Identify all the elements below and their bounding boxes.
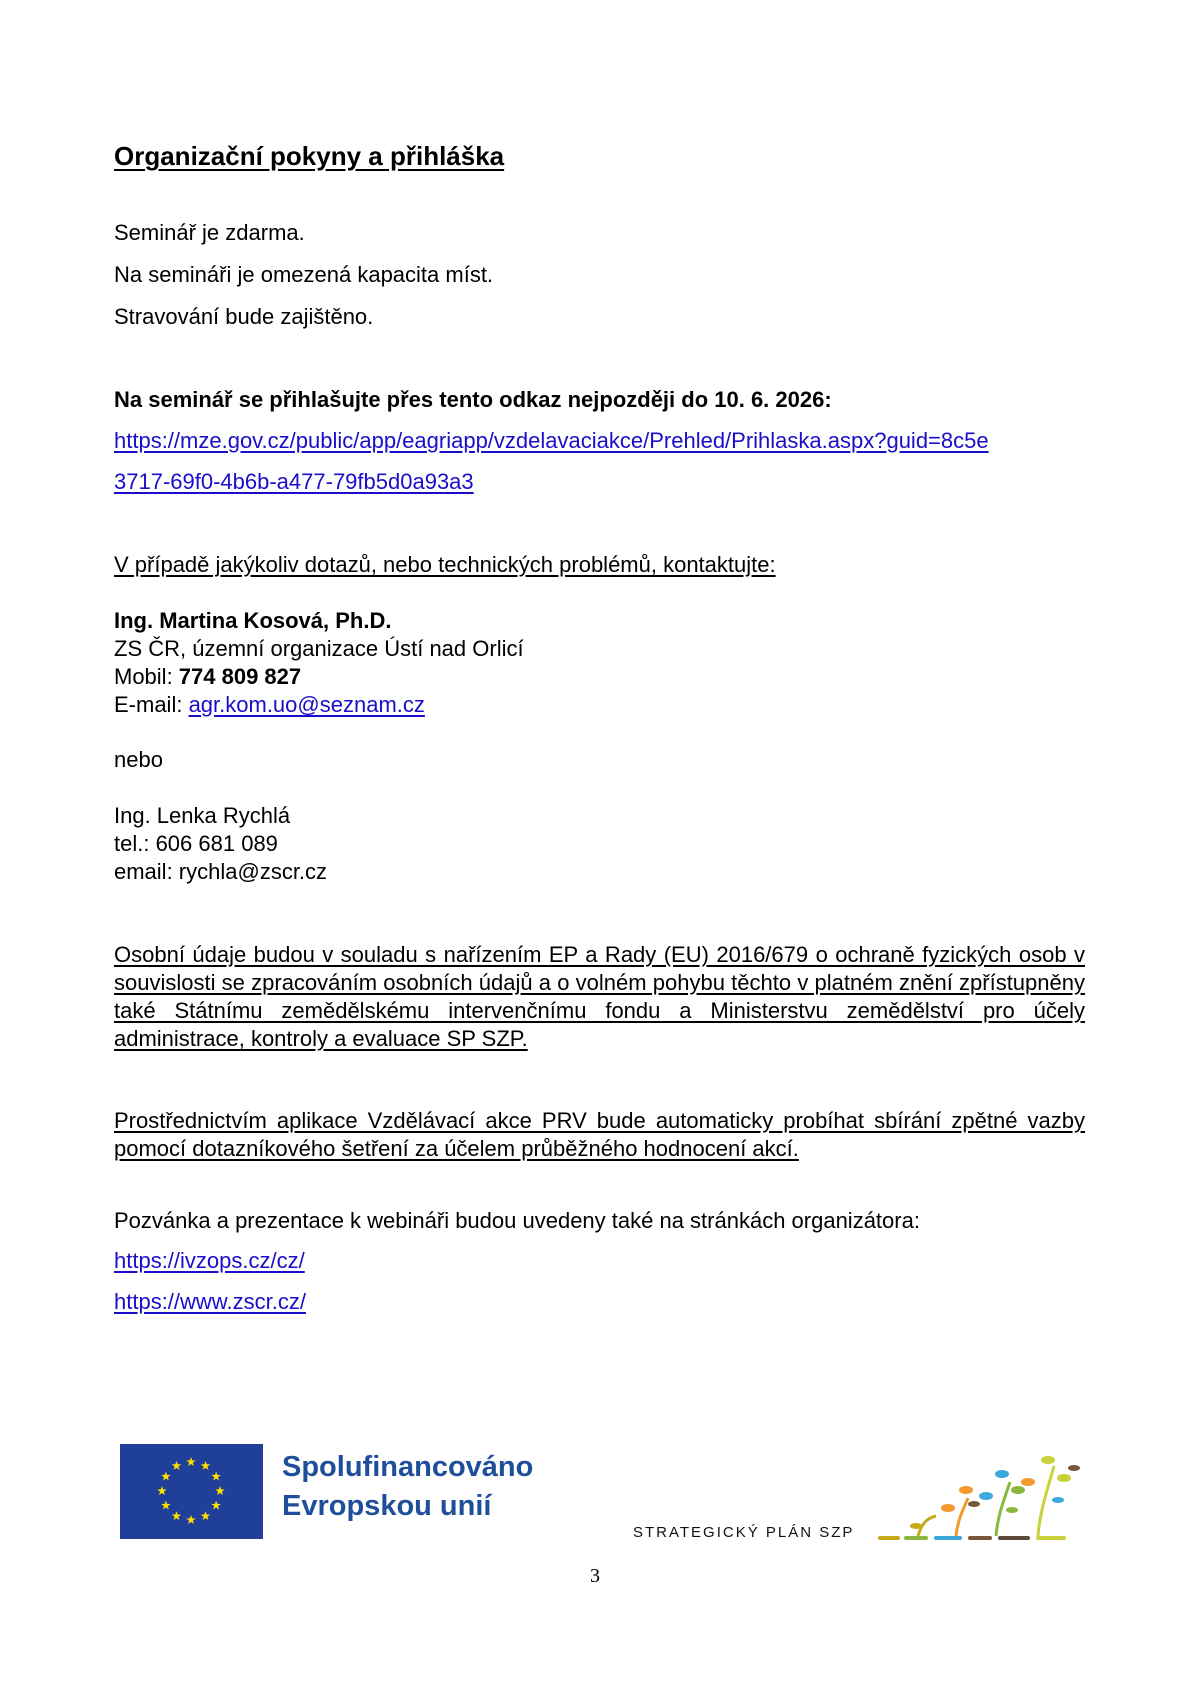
contact1-name: Ing. Martina Kosová, Ph.D. (114, 608, 392, 633)
contact-intro: V případě jakýkoliv dotazů, nebo technických problémů, kontaktujte: (114, 552, 776, 577)
intro-line-capacity: Na semináři je omezená kapacita míst. (114, 262, 494, 287)
registration-link-line1[interactable]: https://mze.gov.cz/public/app/eagriapp/vzdelavaciakce/Prehled/Prihlaska.aspx?guid=8c5e (114, 428, 989, 453)
contact2-email: email: rychla@zscr.cz (114, 859, 328, 884)
eu-star (157, 1486, 167, 1495)
organizer-link-zscr[interactable]: https://www.zscr.cz/ (114, 1289, 306, 1314)
eu-star (186, 1515, 196, 1524)
eu-cofinanced-line1: Spolufinancováno (282, 1451, 534, 1483)
eu-star (172, 1511, 182, 1520)
eu-star (211, 1501, 221, 1510)
feedback-paragraph: Prostřednictvím aplikace Vzdělávací akce PRV bude automaticky probíhat sbírání zpětné vazby pomocí dotazníkového šetření za účelem průběžného hodnocení akcí. (114, 1108, 1085, 1161)
contact2-name: Ing. Lenka Rychlá (114, 803, 291, 828)
mobile-label: Mobil: (114, 664, 179, 689)
contact2-tel: tel.: 606 681 089 (114, 831, 278, 856)
contact1-email (114, 691, 425, 719)
email-label: E-mail: (114, 692, 189, 717)
eu-star (215, 1486, 225, 1495)
gdpr-paragraph: Osobní údaje budou v souladu s nařízením EP a Rady (EU) 2016/679 o ochraně fyzických osob v souvislosti se zpracováním osobních údajů a o volném pohybu těchto v platném znění zpřístupněny také Státnímu zemědělskému intervenčnímu fondu a Ministerstvu zemědělství pro účely administrace, kontroly a evaluace SP SZP. (114, 942, 1085, 1051)
registration-label: Na seminář se přihlašujte přes tento odkaz nejpozději do 10. 6. 2026: (114, 387, 832, 412)
organizer-link-ivzops[interactable]: https://ivzops.cz/cz/ (114, 1248, 305, 1273)
eu-star (211, 1472, 221, 1481)
eu-flag-logo (120, 1444, 263, 1539)
page-number: 3 (590, 1565, 600, 1587)
registration-link-line2[interactable]: 3717-69f0-4b6b-a477-79fb5d0a93a3 (114, 469, 474, 494)
invitation-text: Pozvánka a prezentace k webináři budou uvedeny také na stránkách organizátora: (114, 1208, 920, 1233)
eu-star (161, 1501, 171, 1510)
contact1-org: ZS ČR, územní organizace Ústí nad Orlicí (114, 636, 524, 661)
eu-star (201, 1511, 211, 1520)
email-link[interactable]: agr.kom.uo@seznam.cz (188, 692, 425, 717)
mobile-number: 774 809 827 (178, 664, 302, 689)
eu-cofinanced-line2: Evropskou unií (282, 1490, 492, 1522)
intro-line-free: Seminář je zdarma. (114, 220, 305, 245)
contact1-mobile (114, 663, 301, 691)
szp-logo-text: STRATEGICKÝ PLÁN SZP (633, 1524, 855, 1541)
eu-stars-icon (120, 1444, 263, 1539)
eu-star (161, 1472, 171, 1481)
szp-trees-logo-icon (878, 1452, 1088, 1548)
eu-star (186, 1457, 196, 1466)
page-title: Organizační pokyny a přihláška (114, 141, 505, 171)
eu-star (201, 1461, 211, 1470)
intro-line-catering: Stravování bude zajištěno. (114, 304, 374, 329)
eu-star (172, 1461, 182, 1470)
contact-or: nebo (114, 747, 163, 772)
